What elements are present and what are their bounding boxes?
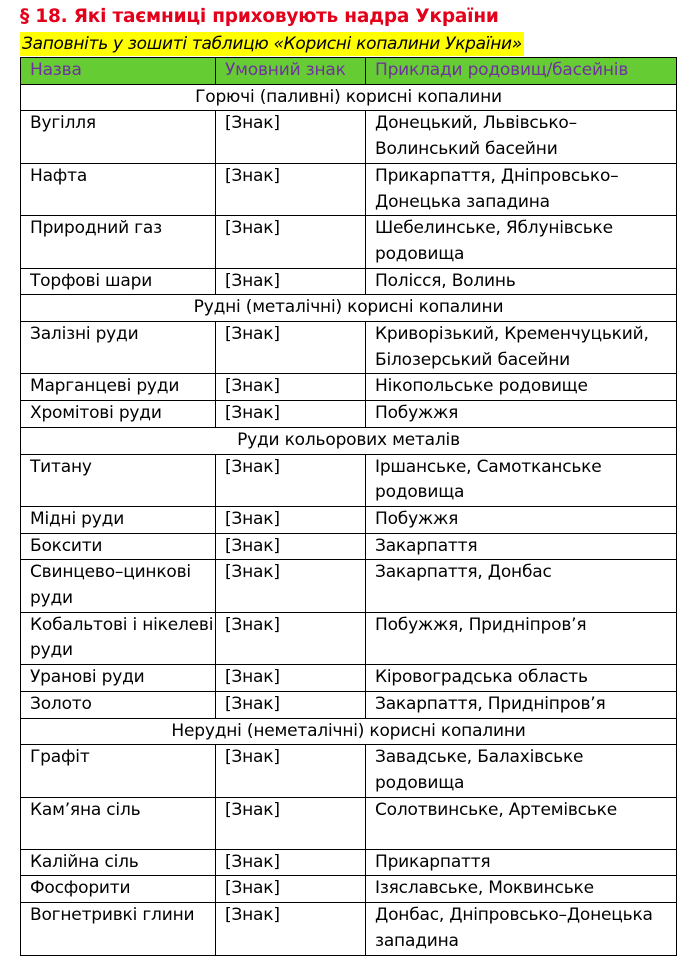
mineral-deposits: Солотвинське, Артемівське [366, 797, 677, 849]
mineral-name: Вугілля [21, 111, 216, 163]
header-name: Назва [21, 58, 216, 85]
mineral-name: Хромітові руди [21, 401, 216, 428]
header-examples: Приклади родовищ/басейнів [366, 58, 677, 85]
mineral-name: Природний газ [21, 216, 216, 268]
group-row [21, 427, 677, 454]
mineral-deposits: Закарпаття, Донбас [366, 560, 677, 612]
mineral-name: Торфові шари [21, 268, 216, 295]
mineral-sign: [Знак] [216, 506, 366, 533]
mineral-deposits: Ізяславське, Моквинське [366, 876, 677, 903]
table-row [21, 111, 677, 163]
mineral-name: Свинцево–цинкові руди [21, 560, 216, 612]
mineral-sign: [Знак] [216, 533, 366, 560]
mineral-name: Марганцеві руди [21, 374, 216, 401]
mineral-deposits: Донецький, Львівсько–Волинський басейни [366, 111, 677, 163]
mineral-name: Боксити [21, 533, 216, 560]
mineral-deposits: Закарпаття [366, 533, 677, 560]
mineral-name: Уранові руди [21, 665, 216, 692]
table-row [21, 401, 677, 428]
group-title: Рудні (металічні) корисні копалини [21, 295, 677, 322]
table-row [21, 876, 677, 903]
mineral-deposits: Криворізький, Кременчуцький, Білозерський басейни [366, 322, 677, 374]
mineral-sign: [Знак] [216, 322, 366, 374]
mineral-sign: [Знак] [216, 876, 366, 903]
mineral-name: Мідні руди [21, 506, 216, 533]
mineral-sign: [Знак] [216, 560, 366, 612]
mineral-sign: [Знак] [216, 745, 366, 797]
mineral-sign: [Знак] [216, 374, 366, 401]
mineral-name: Вогнетривкі глини [21, 903, 216, 955]
table-row [21, 322, 677, 374]
mineral-sign: [Знак] [216, 903, 366, 955]
table-row [21, 216, 677, 268]
mineral-deposits: Полісся, Волинь [366, 268, 677, 295]
mineral-deposits: Завадське, Балахівське родовища [366, 745, 677, 797]
mineral-deposits: Закарпаття, Придніпров’я [366, 691, 677, 718]
mineral-deposits: Кіровоградська область [366, 665, 677, 692]
task-text: Заповніть у зошиті таблицю «Корисні копалини України» [22, 34, 522, 54]
table-header [21, 58, 677, 85]
mineral-sign: [Знак] [216, 665, 366, 692]
table-row [21, 268, 677, 295]
mineral-deposits: Прикарпаття, Дніпровсько–Донецька западина [366, 163, 677, 215]
table-row [21, 745, 677, 797]
mineral-sign: [Знак] [216, 216, 366, 268]
header-sign: Умовний знак [216, 58, 366, 85]
mineral-name: Залізні руди [21, 322, 216, 374]
table-row [21, 163, 677, 215]
mineral-deposits: Шебелинське, Яблунівське родовища [366, 216, 677, 268]
table-row [21, 849, 677, 876]
table-row [21, 506, 677, 533]
mineral-name: Фосфорити [21, 876, 216, 903]
group-row [21, 84, 677, 111]
mineral-deposits: Побужжя, Придніпров’я [366, 612, 677, 664]
table-row [21, 533, 677, 560]
mineral-deposits: Прикарпаття [366, 849, 677, 876]
mineral-name: Нафта [21, 163, 216, 215]
mineral-sign: [Знак] [216, 691, 366, 718]
mineral-deposits: Побужжя [366, 401, 677, 428]
group-title: Руди кольорових металів [21, 427, 677, 454]
minerals-table [20, 57, 677, 956]
group-title: Нерудні (неметалічні) корисні копалини [21, 718, 677, 745]
mineral-name: Кам’яна сіль [21, 797, 216, 849]
mineral-sign: [Знак] [216, 268, 366, 295]
table-row [21, 665, 677, 692]
mineral-name: Калійна сіль [21, 849, 216, 876]
mineral-sign: [Знак] [216, 612, 366, 664]
mineral-name: Кобальтові і нікелеві руди [21, 612, 216, 664]
mineral-sign: [Знак] [216, 849, 366, 876]
group-row [21, 718, 677, 745]
page-title: § 18. Які таємниці приховують надра України [20, 6, 499, 27]
group-row [21, 295, 677, 322]
group-title: Горючі (паливні) корисні копалини [21, 84, 677, 111]
mineral-sign: [Знак] [216, 454, 366, 506]
mineral-sign: [Знак] [216, 797, 366, 849]
mineral-sign: [Знак] [216, 163, 366, 215]
mineral-sign: [Знак] [216, 401, 366, 428]
mineral-name: Графіт [21, 745, 216, 797]
table-row [21, 612, 677, 664]
mineral-deposits: Нікопольське родовище [366, 374, 677, 401]
mineral-name: Титану [21, 454, 216, 506]
table-row [21, 560, 677, 612]
mineral-name: Золото [21, 691, 216, 718]
mineral-deposits: Побужжя [366, 506, 677, 533]
mineral-deposits: Донбас, Дніпровсько–Донецька западина [366, 903, 677, 955]
table-row [21, 374, 677, 401]
table-row [21, 797, 677, 849]
table-row [21, 691, 677, 718]
mineral-deposits: Іршанське, Самотканське родовища [366, 454, 677, 506]
mineral-sign: [Знак] [216, 111, 366, 163]
table-row [21, 454, 677, 506]
table-row [21, 903, 677, 955]
